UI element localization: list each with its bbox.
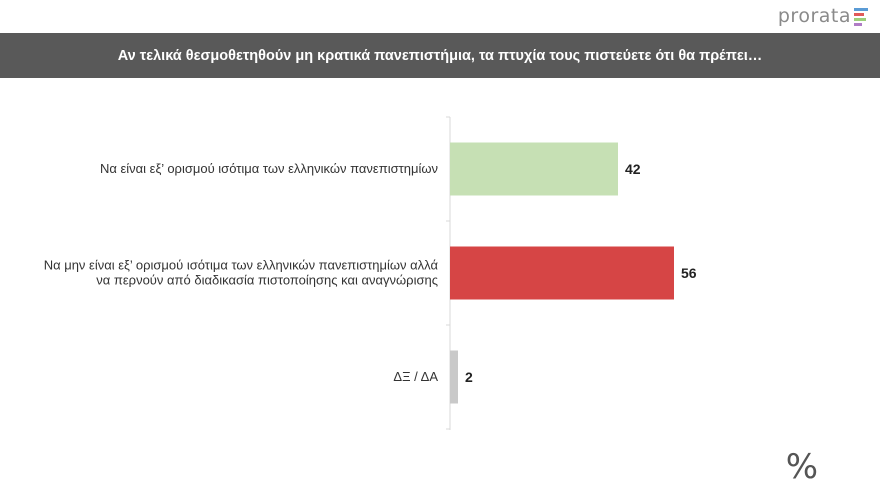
category-label: να περνούν από διαδικασία πιστοποίησης και αναγνώρισης [96, 272, 438, 288]
bar [450, 143, 618, 196]
logo-text: prorata [777, 5, 851, 27]
data-label: 42 [625, 161, 641, 177]
category-label: Να είναι εξ’ ορισμού ισότιμα των ελληνικών πανεπιστημίων [99, 161, 438, 176]
bar [450, 247, 674, 300]
data-label: 56 [681, 265, 697, 281]
bar [450, 351, 458, 404]
chart-title: Αν τελικά θεσμοθετηθούν μη κρατικά πανεπιστήμια, τα πτυχία τους πιστεύετε ότι θα πρέπει… [117, 47, 763, 64]
data-label: 2 [465, 369, 473, 385]
percent-icon: % [785, 447, 818, 487]
category-label: Να μην είναι εξ’ ορισμού ισότιμα των ελληνικών πανεπιστημίων αλλά [43, 257, 438, 273]
category-label: ΔΞ / ΔΑ [393, 369, 438, 384]
